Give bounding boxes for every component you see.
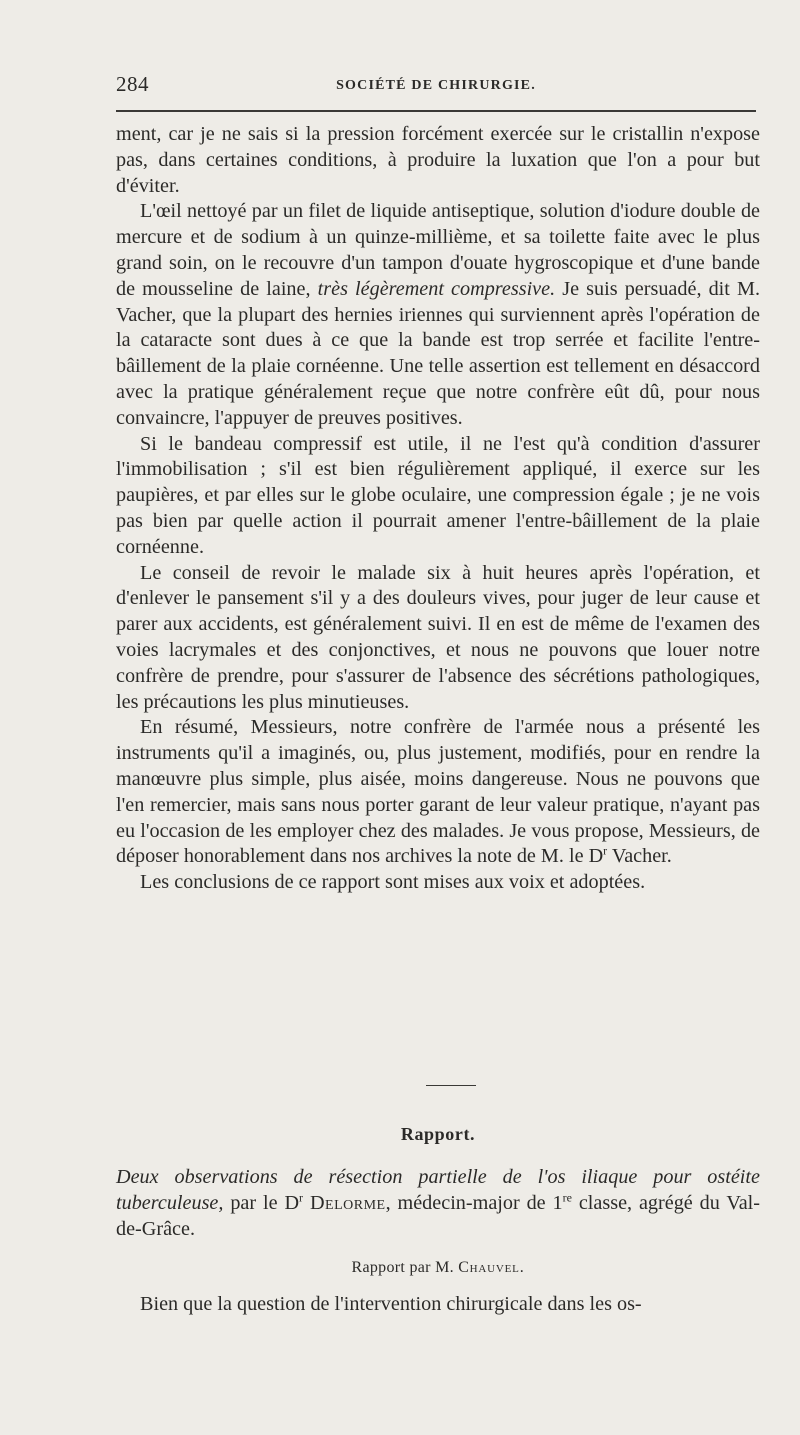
running-title: SOCIÉTÉ DE CHIRURGIE. <box>336 78 536 93</box>
paragraph-conclusions: Les conclusions de ce rapport sont mises aux voix et adoptées. <box>140 871 646 894</box>
report-title-par: par le D <box>223 1191 300 1214</box>
report-title-text <box>116 1165 760 1242</box>
paragraph-compressive-bandage: Si le bandeau compressif est utile, il ne l'est qu'à condition d'assurer l'immobilisation ; s'il est bien régulièrement appliqué, il exerce sur les paupières, et par elles sur le globe oculaire, une compression égale ; je ne vois pas bien par quelle action il pourrait amener l'entre-bâillement de la plaie cornéenne. <box>116 432 760 558</box>
rapporteur-name: Chauvel. <box>458 1259 525 1276</box>
section-heading: Rapport. <box>400 1124 476 1144</box>
paragraph-eye-dressing-text-1: L'œil nettoyé par un filet de liquide antiseptique, solution d'iodure double de mercure et de sodium à un quinze-millième, et sa toilette faite avec le plus grand soin, on le recouvre d'un tampon d'ouate hygroscopique et d'une bande de mousseline de laine, <box>116 200 760 300</box>
report-title-rest: classe, agrégé du Val-de-Grâce. <box>116 1191 760 1240</box>
report-author-name: Delorme <box>309 1191 386 1214</box>
report-title <box>116 1165 760 1242</box>
header-rule <box>116 110 756 112</box>
paragraph-continuation: ment, car je ne sais si la pression forcément exercée sur le cristallin n'expose pas, dans certaines conditions, à produire la luxation que l'on a pour but d'éviter. <box>116 123 760 197</box>
report-title-rank: , médecin-major de 1 <box>385 1191 563 1214</box>
rapporteur-line <box>116 1259 760 1277</box>
paragraph-summary-superscript: r <box>603 843 608 858</box>
page-number: 284 <box>116 72 149 96</box>
paragraph-truncated-last-line: Bien que la question de l'intervention chirurgicale dans les os- <box>140 1293 642 1315</box>
report-title-italic: Deux observations de résection partielle de l'os iliaque pour ostéite tuberculeuse, <box>116 1166 760 1214</box>
body-text <box>116 122 760 896</box>
paragraph-summary-text-1: En résumé, Messieurs, notre confrère de l'armée nous a présenté les instruments qu'il a imaginés, ou, plus justement, modifiés, pour en rendre la manœuvre plus simple, plus aisée, moins dangereuse. Nous ne pouvons que l'en remercier, mais sans nous porter garant de leur valeur pratique, n'ayant pas eu l'occasion de les employer chez des malades. Je vous propose, Messieurs, de déposer honorablement dans nos archives la note de M. le D <box>116 716 760 868</box>
section-separator-rule <box>426 1085 476 1086</box>
report-title-sup-1: r <box>299 1190 304 1205</box>
rapporteur-prefix: Rapport par M. <box>351 1259 459 1276</box>
report-title-sup-2: re <box>562 1190 572 1205</box>
paragraph-eye-dressing <box>116 199 760 431</box>
paragraph-revisit-advice: Le conseil de revoir le malade six à huit heures après l'opération, et d'enlever le pansement s'il y a des douleurs vives, pour juger de leur cause et parer aux accidents, est généralement suivi. Il en est de même de l'examen des voies lacrymales et des conjonctives, et nous ne pouvons que louer notre confrère de prendre, pour s'assurer de l'absence des sécrétions pathologiques, les précautions les plus minutieuses. <box>116 561 760 713</box>
page-header <box>116 72 756 102</box>
paragraph-eye-dressing-emphasis: très légèrement compressive. <box>317 277 556 300</box>
paragraph-summary <box>116 715 760 870</box>
paragraph-summary-text-2: Vacher. <box>607 845 672 868</box>
paragraph-eye-dressing-text-2: Je suis persuadé, dit M. Vacher, que la plupart des hernies iriennes qui surviennent après l'opération de la cataracte sont dues à ce que la bande est trop serrée et facilite l'entre-bâillement de la plaie cornéenne. Une telle assertion est tellement en désaccord avec la pratique généralement reçue que notre confrère eût dû, pour nous convaincre, l'appuyer de preuves positives. <box>116 277 761 429</box>
